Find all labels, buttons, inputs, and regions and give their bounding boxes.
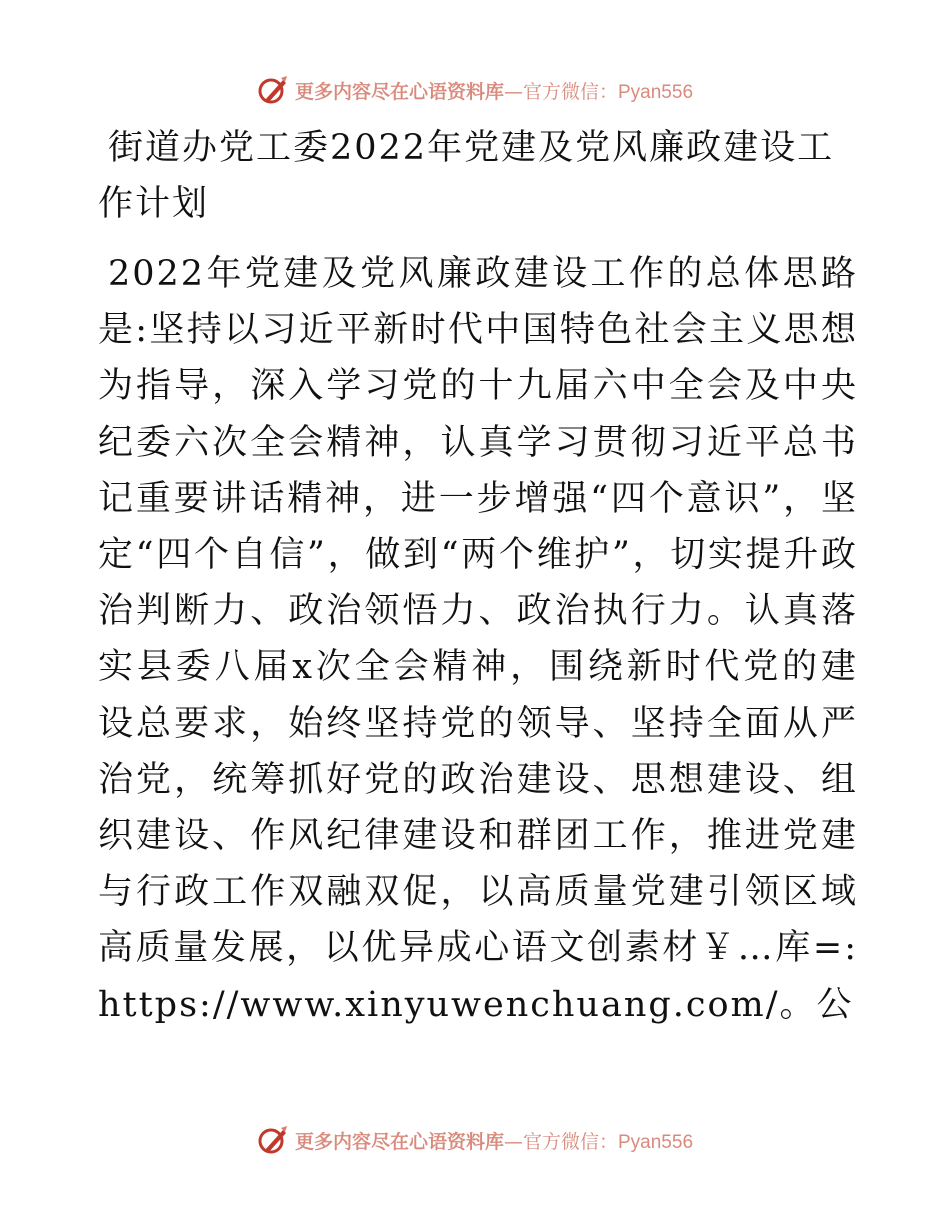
document-title: 街道办党工委2022年党建及党风廉政建设工作计划	[98, 128, 835, 224]
document-content	[98, 120, 858, 1033]
wechat-label: 官方微信：	[522, 1130, 618, 1153]
banner-text	[295, 77, 693, 104]
library-text: 更多内容尽在心语资料库	[294, 80, 504, 103]
banner-separator: —	[503, 1130, 523, 1153]
red-quill-pen-logo-icon	[257, 74, 289, 106]
library-text: 更多内容尽在心语资料库	[294, 1130, 504, 1153]
footer-watermark-banner	[0, 1124, 950, 1156]
red-quill-pen-logo-icon	[257, 1124, 289, 1156]
document-paragraph: 2022年党建及党风廉政建设工作的总体思路是:坚持以习近平新时代中国特色社会主义思想为指导，深入学习党的十九届六中全会及中央纪委六次全会精神，认真学习贯彻习近平总书记重要讲话精神，进一步增强“四个意识”，坚定“四个自信”，做到“两个维护”，切实提升政治判断力、政治领悟力、政治执行力。认真落实县委八届x次全会精神，围绕新时代党的建设总要求，始终坚持党的领导、坚持全面从严治党，统筹抓好党的政治建设、思想建设、组织建设、作风纪律建设和群团工作，推进党建与行政工作双融双促，以高质量党建引领区域高质量发展，以优异成心语文创素材￥…库=: https://www.xinyuwenchuang.com/。公	[98, 254, 858, 1025]
banner-text	[295, 1127, 693, 1154]
wechat-id: Pyan556	[618, 81, 694, 103]
header-watermark-banner	[0, 74, 950, 106]
wechat-label: 官方微信：	[522, 80, 618, 103]
banner-separator: —	[503, 80, 523, 103]
wechat-id: Pyan556	[618, 1131, 694, 1153]
